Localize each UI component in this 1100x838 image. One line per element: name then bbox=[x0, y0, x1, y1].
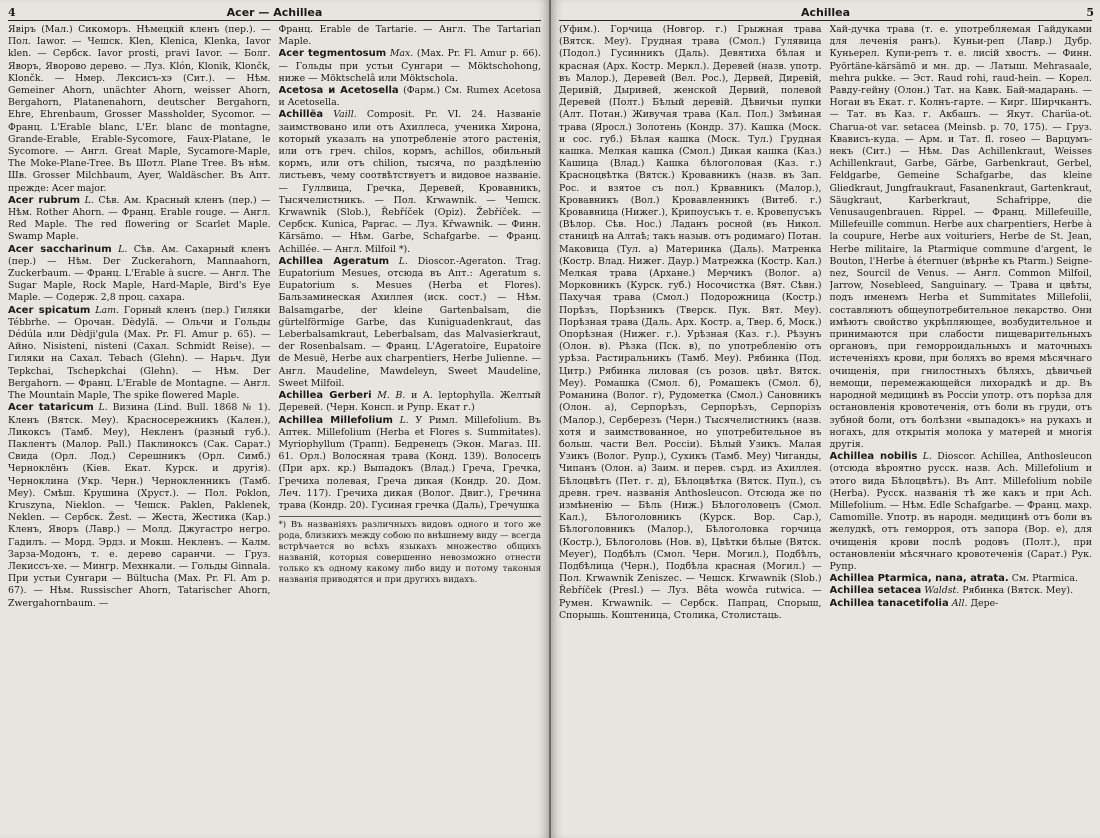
dictionary-entry bbox=[830, 573, 1093, 585]
entry-author: L. bbox=[398, 255, 408, 267]
dictionary-entry bbox=[8, 195, 271, 244]
dictionary-entry bbox=[279, 85, 542, 109]
entry-author: L. bbox=[118, 243, 128, 255]
entry-headword: Acer rubrum bbox=[8, 194, 81, 206]
column-1 bbox=[8, 24, 271, 834]
entry-author: Lam. bbox=[95, 304, 119, 316]
dictionary-entry bbox=[8, 244, 271, 305]
dictionary-entry bbox=[279, 415, 542, 513]
entry-text: Рябинка (Вятск. Меу). bbox=[962, 585, 1074, 597]
dictionary-entry bbox=[279, 48, 542, 85]
column-2 bbox=[830, 24, 1093, 834]
dictionary-entry bbox=[559, 24, 822, 622]
entry-author: Waldst. bbox=[924, 585, 960, 597]
page-number: 5 bbox=[1086, 6, 1094, 19]
dictionary-entry bbox=[8, 24, 271, 195]
dictionary-entry bbox=[279, 256, 542, 390]
entry-headword: Achillea tanacetifolia bbox=[829, 597, 949, 609]
entry-text: Горный кленъ (пер.) Гиляки Tébbrhe. — Орочан. Dèdylä. — Ольчи и Гольды Dédúla или Dèdji'gula (Max. Pr. Fl. Amur p. 65). — Айно. Nisisteni, nisteni (Сахал. Schmidt Reise). — Гиляки на Сахал. Tebach (Glehn). — Нарьч. Дуи Tepkchai, Tschepkchai (Glehn). — Нѣм. Der Bergahorn. — Франц. L'Erable de Montagne. — Англ. The Mountain Maple, The spike flowered Maple. bbox=[8, 304, 271, 402]
entry-headword: Achillea nobilis bbox=[829, 451, 918, 463]
entry-text: и A. leptophylla. Желтый Деревей. (Черн. Консп. и Рупр. Екат г.) bbox=[278, 390, 541, 414]
running-head bbox=[551, 4, 1100, 20]
footnote: *) Въ названіяхъ различныхъ видовъ одного и того же рода, близкихъ между собою по внѣшнему виду — всегда встрѣчается во всѣхъ языкахъ множество общихъ названій, которыя совершенно невозможно отнести только къ одному какому либо виду и потому таконыя названія приводятся и при другихъ видахъ. bbox=[279, 516, 542, 586]
entry-author: Vaill. bbox=[333, 109, 357, 121]
entry-headword: Achillea setacea bbox=[829, 585, 922, 597]
dictionary-entry bbox=[8, 305, 271, 403]
text-columns bbox=[8, 24, 541, 834]
entry-author: L. bbox=[98, 402, 108, 414]
entry-text: См. Ptarmica. bbox=[1011, 573, 1078, 585]
entry-text: Composit. Pr. VI. 24. Названіе заимствовано или отъ Ахиллеса, ученика Хирона, который указалъ на употребленіе этого растенія, или отъ греч. chilos, кормъ, achillos, обильный кормъ, или отъ chilion, тысяча, по раздѣленію листьевъ, чему соотвѣтствуетъ и видовое названіе. — Гуллвица, Гречка, Деревей, Кровавникъ, Тысячелистникъ. — Пол. Krwawnik. — Чешск. Krwawnik (Slob.), Řebříček (Opiz). Žebříček. — Сербск. Kunica, Paprac. — Луз. Křwawnik. — Финн. Kärsämo. — Нѣм. Garbe, Schafgarbe. — Франц. Achillée. — Англ. Milfoil *). bbox=[278, 109, 541, 255]
entry-headword: Achillea Millefolium bbox=[278, 414, 393, 426]
entry-text: (Уфим.). Горчица (Новгор. г.) Грыжная трава (Вятск. Меу). Грудная трава (Смол.) Гулявица (Подол.) Гусинникъ (Даль). Девятиха бѣлая и красная (Арх. Костр. Меркл.). Деревей (назв. употр. въ Малор.), Деревей (Вел. Рос.), Дервей, Диревій, Деривій, Дыривей, женской Дервий, полевой Деревей (Полт.) Бѣлый деревій. Дѣвичьи пупки (Алт. Потан.) Живучая трава (Кал. Пол.) Змѣиная трава (Яросл.) Золотень (Кондр. 37). Кашка (Моск. и сос. губ.) Бѣлая кашка (Моск. Тул.) Грудная кашка. Мелкая кашка (Смол.) Дикая кашка (Каз.) Кашица (Влад.) Кашка бѣлоголовая (Каз. г.) Красноцвѣтка (Вятск.) Кровавникъ (назв. въ Зап. Рос. и взятое съ пол.) Крвавникъ (Малор.), Кровавникъ (Вол.) Кровавленникъ (Витеб. г.) Кровавница (Нижег.), Крипоусъкъ т. е. Кровепусъкъ (Вѣлор. Сѣв. Нос.) Ладанъ росной (въ Никол. станицѣ на Алтаѣ; такъ назыв. отъ родимаго) Потан. Маковица (Тул. а) Материнка (Даль). Матренка (Костр. Влад. Нижег. Даур.) Матрежка (Костр. Кал.) Мелкая трава (Архане.) Мерчикъ (Волог. а) Морковникъ (Курск. губ.) Носочистка (Вят. Сѣвн.) Пахучая трава (Смол.) Подорожница (Костр.) Порѣзъ, Порѣзникъ (Тверск. Пук. Вят. Меу). Порѣзная трава (Даль. Арх. Костр. а, Твер. б, Моск.) Опорѣзная (Нижег. г.). Урѣзная (Каз. г.). Рѣзунъ (Олон. в). Рѣзка (Пск. в), по употребленію отъ урѣза. Растиральникъ (Тамб. Меу). Рябинка (Под. Цитр.) Рябинка лиловая (съ розов. цвѣт. Вятск. Меу). Ромашка (Смол. б), Ромашекъ (Смол. б), Романина (Волог. г), Рудометка (Смол.) Сановникъ (Олон. а), Серпорѣзъ, Серпорѣзъ, Серпорізъ (Малор.), Серберезъ (Черн.) Тысячелистникъ (назв. хотя и заимствованное, но употребительное въ больш. части Вел. Россіи). Бѣлый Узикъ. Малая Узикъ (Волог. Рупр.), Сухикъ (Тамб. Меу) Чиганды, Чипанъ (Олон. а) Заим. и перев. сърд. из Ахиллея. Бѣлоцвѣтъ (Пет. г. д), Бѣлоцвѣтка (Вятск. Пуп.), съ древн. греч. названія Anthosleucon. Отсюда же по измѣненію — Бѣль (Ниж.) Бѣлоголовецъ (Смол. Кал.), Бѣлоголовникъ (Курск. Вор. Сар.), Бѣлоголовникъ (Малор.), Бѣлоголовка горчица (Костр.), Бѣлоголовь (Нов. в), Цвѣтки бѣлые (Вятск. Меуег), Подбѣлъ (Смол. Черн. Могил.), Подбѣлъ, Подбѣлица (Черн.), Подбѣла красная (Могил.) — Пол. Krwawnik Zeniszec. — Чешск. Krwawnik (Slob.) Řebříček (Presl.) — Луз. Bêta wowča rutwica. — Румен. Krwawnik. — Сербск. Папрац, Спорыш, Спорышь. Коштеница, Столика, Столистаць. bbox=[559, 24, 822, 621]
entry-headword: Acer tataricum bbox=[8, 402, 94, 414]
entry-headword: Achillea Gerberi bbox=[278, 390, 372, 402]
entry-text: Явіръ (Мал.) Сикоморъ. Нѣмецкій кленъ (пер.). — Пол. Iawor. — Чешск. Klen, Klenica, Klenka, Iavor klen. — Сербск. Iavor prosti, pravi Iavor. — Болг. Яворъ, Яворово дерево. — Луз. Klón, Klonik, Klončk, Klončk. — Нмер. Лексисъ-хэ (Сит.). — Нѣм. Gemeiner Ahorn, unächter Ahorn, weisser Ahorn, Bergahorn, Platanenahorn, deutscher Bergahorn, Ehre, Ehrenbaum, Grosser Massholder, Sycomor. — Франц. L'Erable blanc, L'Er. blanc de montagne, Grande-Erable, Erable-Sycomore, Faux-Platane, le Sycomore. — Англ. Great Maple, Sycamore-Maple, The Moke-Plane-Tree. Въ Шотл. Plane Tree. Въ нѣм. Шв. Grosser Milchbaum, Ayer, Waldäscher. Въ Апт. прежде: Acer major. bbox=[8, 24, 271, 194]
header-rule bbox=[559, 20, 1092, 21]
entry-headword: Acer tegmentosum bbox=[278, 48, 387, 60]
entry-text: (Фарм.) См. Rumex Acetosa и Acetosella. bbox=[278, 85, 541, 109]
dictionary-entry bbox=[279, 109, 542, 255]
entry-author: Max. bbox=[389, 48, 414, 60]
entry-headword: Achillea Ptarmica, nana, atrata. bbox=[829, 573, 1009, 585]
running-head-title: Acer — Achillea bbox=[226, 6, 323, 19]
entry-text: Хай-дучка трава (т. е. употребляемая Гайдуками для леченія ранъ). Куньи-реп (Лавр.) Дубр. Куньерел. Купи-репъ т. е. лисій хвостъ. — Финн. Pyörtäne-kärsämö и мн. др. — Латыш. Mehrasaale, mehra pukke. — Эст. Raud rohi, raud-hein. — Корел. Равду-гейну (Олон.) Тат. на Кавк. Бай-мадарань. — Ногаи въ Екат. г. Колнъ-гарте. — Кирг. Ширчкантъ. — Тат. въ Каз. г. Акбашъ. — Якут. Charüa-ot. Charua-ot var. setacea (Meinsb. p. 70, 175). — Груз. Квависъ-куда. — Арм. и Тат. fl. roseo — Варцумъ-некъ (Сит.) — Нѣм. Das Achillenkraut, Weisses Achillenkraut, Garbe, Gärbe, Garbenkraut, Gerbel, Feldgarbe, Gemeine Schafgarbe, das kleine Gliedkraut, Jungfraukraut, Fasanenkraut, Gartenkraut, Säugkraut, Karberkraut, Schafrippe, die Venusaugenbrauen. Rippel. — Франц. Millefeuille, Millefeuille commun. Herbe aux charpentiers, Herbe à la coupure, Herbe aux voituriers, Herbe de St. Jean, Herbe militaire, la Ptarmique commune d'argent, le Bouton, l'Herbe à éternuer (вѣрнѣе къ Ptarm.) Seigne-nez, Sourcil de Venus. — Англ. Common Milfoil, Jarrow, Nosebleed, Sanguinary. — Трава и цвѣты, подъ именемъ Herba et Summitates Millefolii, составляютъ общеупотребительное лекарство. Они имѣютъ свойство укрѣпляющее, возбудительное и принимаются при слабости пищеварительныхъ органовъ, при геморроидальныхъ и маточныхъ истеченіяхъ крови, при боляхъ во время мѣсячнаго очищенія, при гнилостныхъ бѣляхъ, дѣвичьей немощи, перемежающейся лихорадкѣ и др. Въ народной медицинѣ въ Россіи употр. отъ порѣза для остановленія кровотеченія, отъ боли въ груди, отъ зубной боли, отъ болѣзни «выпадокъ» на рукахъ и ногахъ, для открытія молока у матерей и многія другія. bbox=[829, 24, 1092, 450]
right-page bbox=[551, 0, 1100, 838]
dictionary-entry bbox=[830, 451, 1093, 573]
entry-text: Dioscor.-Ageraton. Trag. Eupatorium Mesues, отсюда въ Апт.: Ageratum s. Eupatorium s. Mesues (Herba et Flores). Бальзаминеская Ахиллея (иск. сост.) — Нѣм. Balsamgarbe, der kleine Gartenbalsam, die gürtelförmige Garbe, das Kuniguadenkraut, das Leberbalsamkraut, Leberbalsam, das Malvasierkraut, der Rosenbalsam. — Франц. L'Ageratoire, Eupatoire de Mesuë, Herbe aux charpentiers, Herbe Julienne. — Англ. Maudeline, Mawdeleyn, Sweet Maudeline, Sweet Milfoil. bbox=[278, 255, 541, 389]
entry-text: Дере- bbox=[970, 597, 999, 609]
entry-headword: Acer saccharinum bbox=[8, 243, 112, 255]
dictionary-entry bbox=[8, 402, 271, 609]
page-number: 4 bbox=[8, 6, 16, 19]
entry-text: Dioscor. Achillea, Anthosleucon (отсюда вѣроятно русск. назв. Ach. Millefolium и этого вида Бѣлоцвѣтъ). Въ Апт. Millefolium nobile (Herba). Русск. названія тѣ же какъ и при Ach. Millefolium. — Нѣм. Edle Schafgarbe. — Франц. махр. Camomille. Употр. въ народн. медицинѣ отъ боли въ желудкѣ, отъ геморроя, отъ запора (Вор. е), для очищенія крови послѣ родовъ (Полт.), при остановленіи мѣсячнаго кровотеченія (Сарат.) Рук. Рупр. bbox=[829, 451, 1092, 572]
running-head-title: Achillea bbox=[800, 6, 851, 19]
entry-author: All. bbox=[951, 597, 968, 609]
left-page bbox=[0, 0, 549, 838]
entry-author: L. bbox=[399, 414, 409, 426]
entry-text: Франц. Erable de Tartarie. — Англ. The Tartarian Maple. bbox=[278, 24, 541, 48]
entry-text: Сѣв. Ам. Сахарный кленъ (пер.) — Нѣм. Der Zuckerahorn, Mannaahorn, Zuckerbaum. — Франц. L'Erable à sucre. — Англ. The Sugar Maple, Rock Maple, Hard-Maple, Bird's Eye Maple. — Содерж. 2,8 проц. сахара. bbox=[8, 243, 271, 304]
dictionary-entry bbox=[830, 24, 1093, 451]
text-columns bbox=[559, 24, 1092, 834]
dictionary-entry bbox=[279, 390, 542, 414]
entry-text: Визина (Lind. Bull. 1868 № 1). Кленъ (Вятск. Меу). Красносережникъ (Кален.), Ликоксъ (Тамб. Меу), Некленъ (разный губ.). Паклентъ (Малор. Pall.) Паклиноксъ (Сак. Сарат.) Свида (Орл. Лод.) Серешникъ (Орл. Симб.) Черноклёнъ (Кіев. Екат. Курск. и другія). Черноклина (Укр. Черн.) Чернокленникъ (Тамб. Меу). Смѣш. Крушина (Хруст.). — Пол. Poklon, Kruszyna, Nieklon. — Чешск. Paklen, Paklenek, Neklen. — Сербск. Žest. — Жеста, Жестика (Кар.) Кленъ, Яворъ (Лавр.) — Молд. Джугастро негро. Гадилъ. — Морд. Эрдз. и Мокш. Некленъ. — Калм. Зарза-Модонъ, т. е. дерево саранчи. — Груз. Лекиссъ-хе. — Мингр. Мехнкали. — Гольды Ginnala. При устьи Сунгари — Bültucha (Max. Pr. Fl. Am p. 67). — Нѣм. Russischer Ahorn, Tatarischer Ahorn, Zwergahornbaum. — bbox=[8, 402, 271, 609]
entry-text: (Max. Pr. Fl. Amur p. 66). — Гольды при устьи Сунгари — Möktschohong, ниже — Möktschelâ или Möktschola. bbox=[278, 48, 541, 84]
running-head bbox=[0, 4, 549, 20]
entry-author: M. B. bbox=[377, 390, 406, 402]
entry-headword: Acer spicatum bbox=[8, 304, 91, 316]
dictionary-entry bbox=[830, 598, 1093, 610]
entry-author: L. bbox=[922, 451, 932, 463]
dictionary-entry bbox=[279, 24, 542, 48]
entry-text: У Римл. Millefolium. Въ Аптек. Millefolium (Herba et Flores s. Summitates). Myriophyllum (Трапп). Бедренецъ (Экон. Магаз. III. 61. Орл.) Волосяная трава (Конд. 139). Волосецъ (При арх. кр.) Выпадокъ (Влад.) Греча, Гречка, Гречиха полевая, Греча дикая (Кондр. 20. Дом. Леч. 117). Гречиха дикая (Волог. Двиг.), Гречнна трава (Кондр. 20). Гусиная гречка (Даль), Гречушка bbox=[278, 414, 541, 511]
entry-headword: Achillea Ageratum bbox=[278, 255, 390, 267]
column-2 bbox=[279, 24, 542, 834]
header-rule bbox=[8, 20, 541, 21]
entry-author: L. bbox=[84, 194, 94, 206]
entry-headword: Acetosa и Acetosella bbox=[278, 85, 399, 97]
entry-headword: Achillëa bbox=[278, 109, 324, 121]
column-1 bbox=[559, 24, 822, 834]
dictionary-entry bbox=[830, 585, 1093, 597]
entry-text: Сѣв. Ам. Красный кленъ (пер.) — Нѣм. Rother Ahorn. — Франц. Erable rouge. — Англ. Red Maple. The red flowering or Scarlet Maple. Swamp Maple. bbox=[8, 194, 271, 243]
